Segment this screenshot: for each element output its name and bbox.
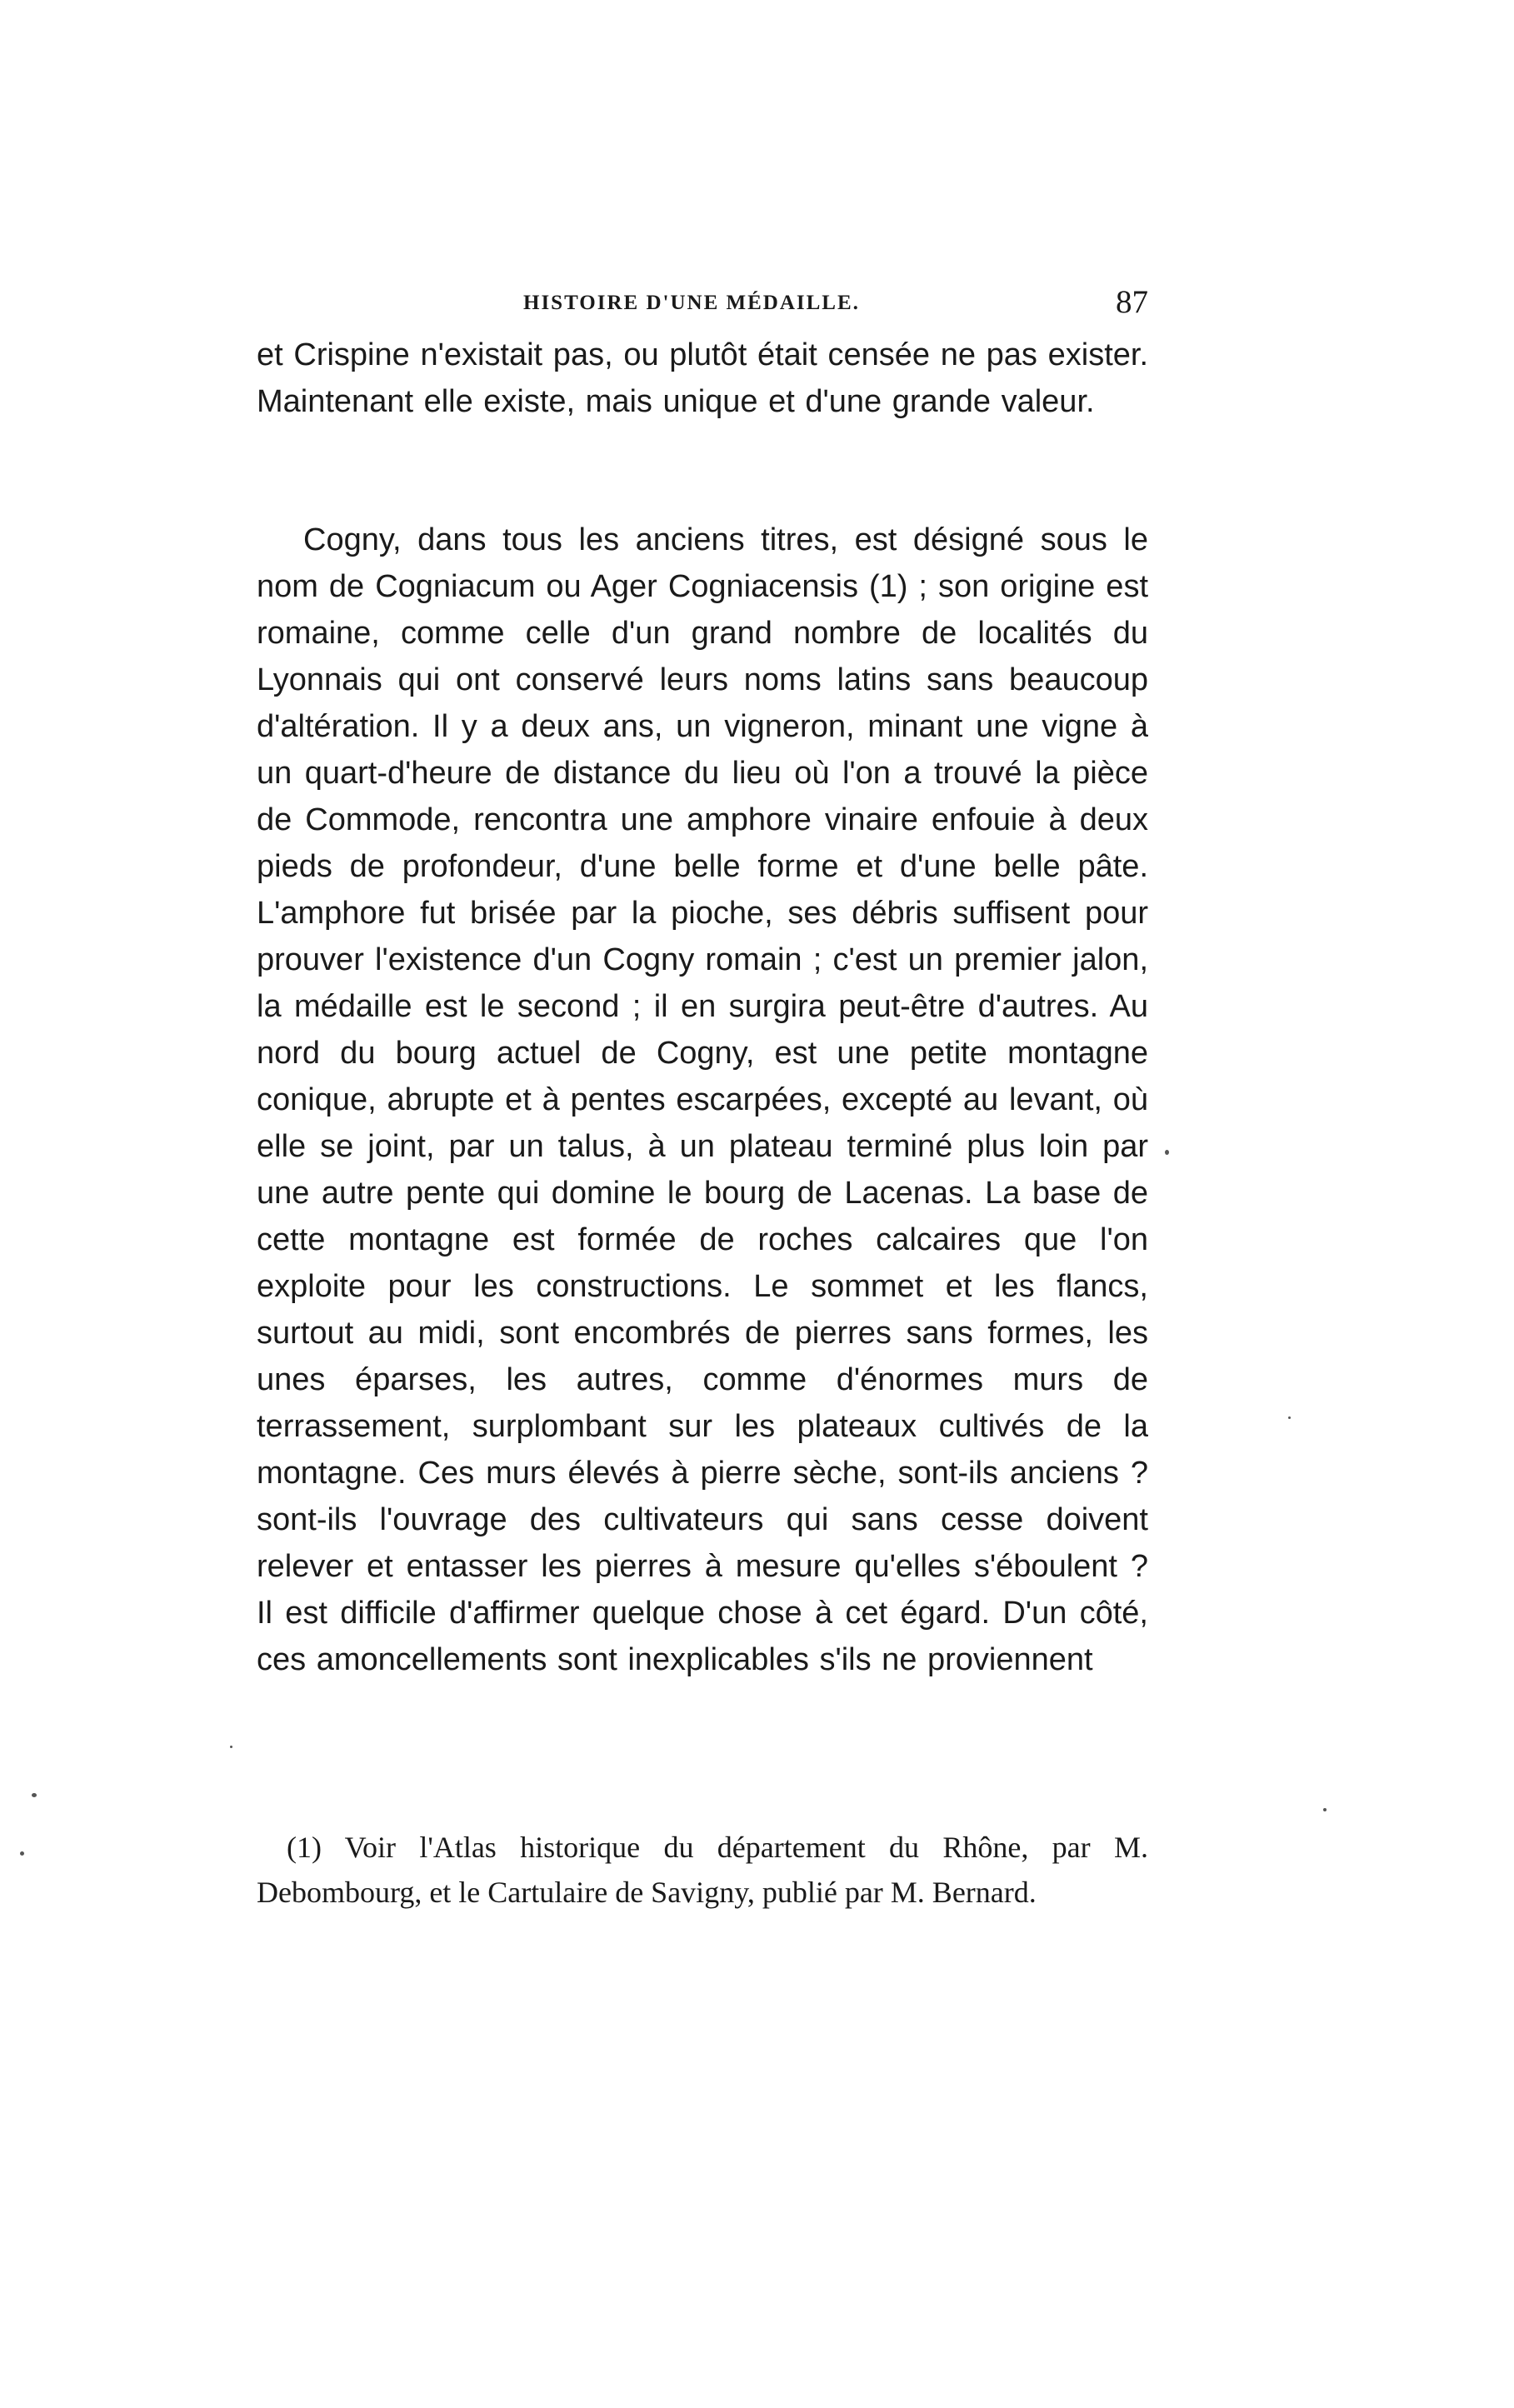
footnote-text: (1) Voir l'Atlas historique du département du Rhône, par M. Debombourg, et le Cartulaire de Savigny, publié par M. Bernard.: [257, 1831, 1148, 1909]
scan-speck: [1323, 1808, 1327, 1811]
scan-speck: [1165, 1150, 1169, 1155]
footnote: [257, 1825, 1148, 1915]
scan-speck: [1288, 1416, 1291, 1419]
running-head: [257, 282, 1148, 332]
scan-speck: [230, 1746, 232, 1748]
paragraph-1: et Crispine n'existait pas, ou plutôt était censée ne pas exister. Maintenant elle existe, mais unique et d'une grande valeur.: [257, 337, 1148, 419]
scan-speck: [32, 1793, 37, 1797]
scan-speck: [20, 1851, 24, 1856]
paragraph-2: Cogny, dans tous les anciens titres, est désigné sous le nom de Cogniacum ou Ager Cogniacensis (1) ; son origine est romaine, comme celle d'un grand nombre de localités du Lyonnais qui ont conservé leurs noms latins sans beaucoup d'altération. Il y a deux ans, un vigneron, minant une vigne à un quart-d'heure de distance du lieu où l'on a trouvé la pièce de Commode, rencontra une amphore vinaire enfouie à deux pieds de profondeur, d'une belle forme et d'une belle pâte. L'amphore fut brisée par la pioche, ses débris suffisent pour prouver l'existence d'un Cogny romain ; c'est un premier jalon, la médaille est le second ; il en surgira peut-être d'autres. Au nord du bourg actuel de Cogny, est une petite montagne conique, abrupte et à pentes escarpées, excepté au levant, où elle se joint, par un talus, à un plateau terminé plus loin par une autre pente qui domine le bourg de Lacenas. La base de cette montagne est formée de roches calcaires que l'on exploite pour les constructions. Le sommet et les flancs, surtout au midi, sont encombrés de pierres sans formes, les unes éparses, les autres, comme d'énormes murs de terrassement, surplombant sur les plateaux cultivés de la montagne. Ces murs élevés à pierre sèche, sont-ils anciens ? sont-ils l'ouvrage des cultivateurs qui sans cesse doivent relever et entasser les pierres à mesure qu'elles s'éboulent ? Il est difficile d'affirmer quelque chose à cet égard. D'un côté, ces amoncellements sont inexplicables s'ils ne proviennent: [257, 522, 1148, 1677]
page-number: 87: [1116, 284, 1148, 320]
body-text: [257, 332, 1148, 1683]
running-title: HISTOIRE D'UNE MÉDAILLE.: [523, 292, 860, 314]
